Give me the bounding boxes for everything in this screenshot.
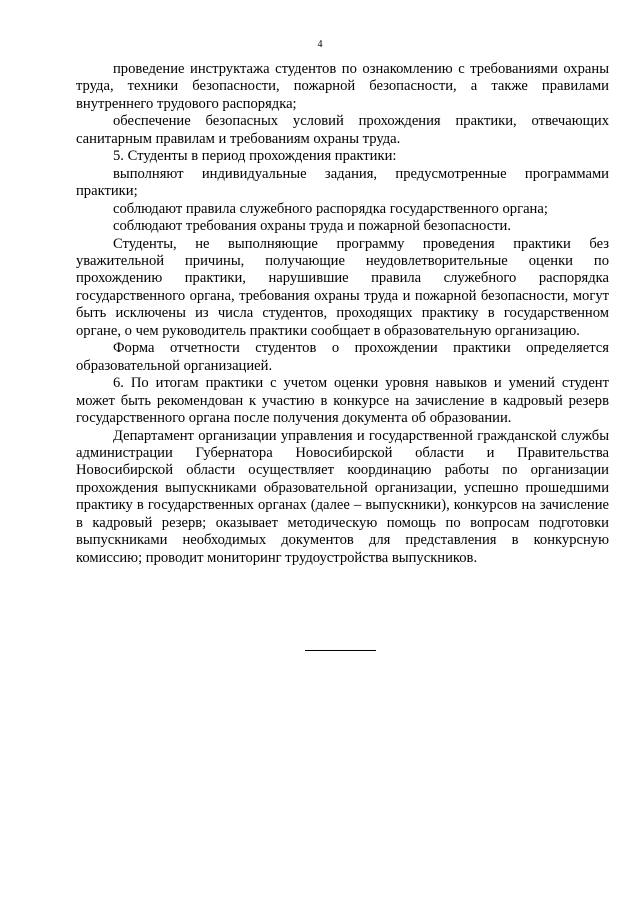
paragraph-instruction-briefing: проведение инструктажа студентов по ознакомлению с требованиями охраны труда, техники безопасности, пожарной безопасности, а также правилами внутреннего трудового распорядка;: [76, 61, 609, 112]
paragraph-reporting-form: Форма отчетности студентов о прохождении практики определяется образовательной организацией.: [76, 340, 609, 374]
document-body: [76, 61, 609, 567]
paragraph-safety-requirements: соблюдают требования охраны труда и пожарной безопасности.: [113, 218, 512, 235]
paragraph-section-5-heading: 5. Студенты в период прохождения практики:: [113, 148, 397, 165]
paragraph-student-exclusion: Студенты, не выполняющие программу проведения практики без уважительной причины, получающие неудовлетворительные оценки по прохождению практики, нарушившие правила служебного распорядка государственного органа, требования охраны труда и пожарной безопасности, могут быть исключены из числа студентов, проходящих практику в государственном органе, о чем руководитель практики сообщает в образовательную организацию.: [76, 235, 609, 339]
paragraph-service-rules: соблюдают правила служебного распорядка государственного органа;: [113, 200, 548, 217]
paragraph-safe-conditions: обеспечение безопасных условий прохождения практики, отвечающих санитарным правилам и требованиям охраны труда.: [76, 113, 609, 147]
paragraph-section-6-recommendation: 6. По итогам практики с учетом оценки уровня навыков и умений студент может быть рекомендован к участию в конкурсе на зачисление в кадровый резерв государственного органа после получения документа об образовании.: [76, 375, 609, 427]
paragraph-individual-tasks: выполняют индивидуальные задания, предусмотренные программами практики;: [76, 165, 609, 200]
page-number: 4: [317, 39, 323, 50]
closing-divider-line: [305, 650, 376, 651]
paragraph-department-coordination: Департамент организации управления и государственной гражданской службы администрации Губернатора Новосибирской области и Правительства Новосибирской области осуществляет координацию работы по организации прохождения выпускниками образовательной организации, успешно прошедшими практику в государственных органах (далее – выпускники), конкурсов на зачисление в кадровый резерв; оказывает методическую помощь по вопросам подготовки выпускниками необходимых документов для представления в конкурсную комиссию; проводит мониторинг трудоустройства выпускников.: [76, 427, 609, 566]
